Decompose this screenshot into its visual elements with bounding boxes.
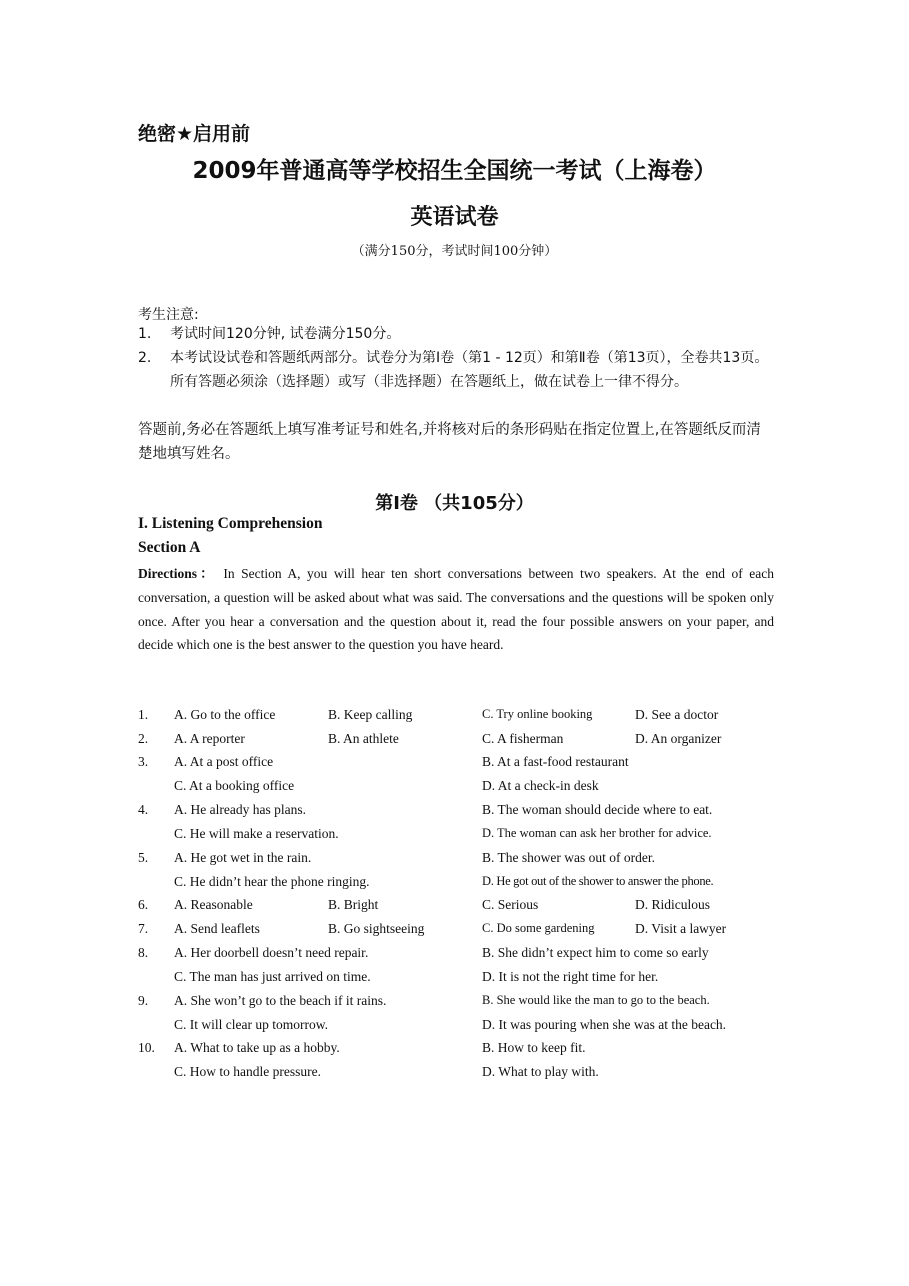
exam-note: （满分150分，考试时间100分钟） — [351, 244, 558, 259]
question-number: 2. — [138, 731, 149, 746]
option-a: A. Go to the office — [174, 707, 276, 722]
option-a: A. At a post office — [174, 754, 274, 769]
option-d: D. What to play with. — [482, 1064, 599, 1079]
question-number: 3. — [138, 754, 149, 769]
notice-item-2-num: 2. — [138, 350, 152, 366]
option-c: C. It will clear up tomorrow. — [174, 1017, 328, 1032]
directions-label: Directions： — [138, 566, 217, 581]
option-b: B. Bright — [328, 897, 379, 912]
notice-item-2-text: 本考试设试卷和答题纸两部分。试卷分为第Ⅰ卷（第1 - 12页）和第Ⅱ卷（第13页），全卷共13页。所有答题必须涂（选择题）或写（非选择题）在答题纸上，做在试卷上一律不得分。 — [170, 350, 769, 390]
section-a-title: Section A — [138, 539, 201, 556]
secret-label: 绝密★启用前 — [138, 123, 251, 145]
question-number: 6. — [138, 897, 149, 912]
question-number: 10. — [138, 1040, 155, 1055]
question-number: 8. — [138, 945, 149, 960]
option-d: D. It was pouring when she was at the beach. — [482, 1017, 727, 1032]
option-a: A. He already has plans. — [174, 802, 306, 817]
option-b: B. The shower was out of order. — [482, 850, 655, 865]
option-d: D. See a doctor — [635, 707, 719, 722]
option-d: D. Ridiculous — [635, 897, 711, 912]
notice-title: 考生注意: — [138, 307, 199, 323]
question-number: 7. — [138, 921, 149, 936]
option-d: D. Visit a lawyer — [635, 921, 727, 936]
section-title: I. Listening Comprehension — [138, 515, 323, 532]
notice-item-1-text: 考试时间120分钟, 试卷满分150分。 — [170, 326, 401, 342]
option-b: B. Keep calling — [328, 707, 413, 722]
option-a: A. She won’t go to the beach if it rains. — [174, 993, 387, 1008]
question-number: 5. — [138, 850, 149, 865]
option-b: B. Go sightseeing — [328, 921, 425, 936]
option-d: D. At a check-in desk — [482, 778, 599, 793]
option-b: B. How to keep fit. — [482, 1040, 586, 1055]
directions-body: In Section A, you will hear ten short conversations between two speakers. At the end of each conversation, a question will be asked about what was said. The conversations and the questions will be spoken only once. After you hear a conversation and the question about it, read the four possible answers on your paper, and decide which one is the best answer to the question you have heard. — [138, 566, 774, 653]
question-number: 1. — [138, 707, 149, 722]
option-a: A. Send leaflets — [174, 921, 260, 936]
option-a: A. What to take up as a hobby. — [174, 1040, 340, 1055]
option-d: D. The woman can ask her brother for advice. — [482, 826, 712, 840]
option-b: B. She didn’t expect him to come so early — [482, 945, 709, 960]
option-d: D. An organizer — [635, 731, 722, 746]
option-c: C. The man has just arrived on time. — [174, 969, 371, 984]
option-a: A. Reasonable — [174, 897, 253, 912]
option-a: A. Her doorbell doesn’t need repair. — [174, 945, 369, 960]
option-c: C. Do some gardening — [482, 921, 595, 935]
option-c: C. A fisherman — [482, 731, 564, 746]
option-b: B. At a fast-food restaurant — [482, 754, 629, 769]
option-d: D. It is not the right time for her. — [482, 969, 659, 984]
notice-paragraph: 答题前,务必在答题纸上填写准考证号和姓名,并将核对后的条形码贴在指定位置上,在答题纸反而清楚地填写姓名。 — [138, 422, 761, 462]
option-c: C. Try online booking — [482, 707, 593, 721]
option-c: C. At a booking office — [174, 778, 295, 793]
option-b: B. She would like the man to go to the beach. — [482, 993, 710, 1007]
option-c: C. Serious — [482, 897, 539, 912]
exam-subtitle: 英语试卷 — [410, 205, 499, 230]
directions-text — [138, 562, 774, 657]
question-number: 4. — [138, 802, 149, 817]
option-b: B. An athlete — [328, 731, 399, 746]
notice-item-1-num: 1. — [138, 326, 152, 342]
option-d: D. He got out of the shower to answer the phone. — [482, 874, 714, 888]
question-number: 9. — [138, 993, 149, 1008]
exam-title: 2009年普通高等学校招生全国统一考试（上海卷） — [192, 158, 717, 184]
option-b: B. The woman should decide where to eat. — [482, 802, 713, 817]
part-one-title: 第Ⅰ卷 （共105分） — [375, 493, 534, 514]
option-c: C. How to handle pressure. — [174, 1064, 321, 1079]
option-c: C. He didn’t hear the phone ringing. — [174, 874, 370, 889]
option-a: A. A reporter — [174, 731, 245, 746]
option-a: A. He got wet in the rain. — [174, 850, 312, 865]
option-c: C. He will make a reservation. — [174, 826, 339, 841]
